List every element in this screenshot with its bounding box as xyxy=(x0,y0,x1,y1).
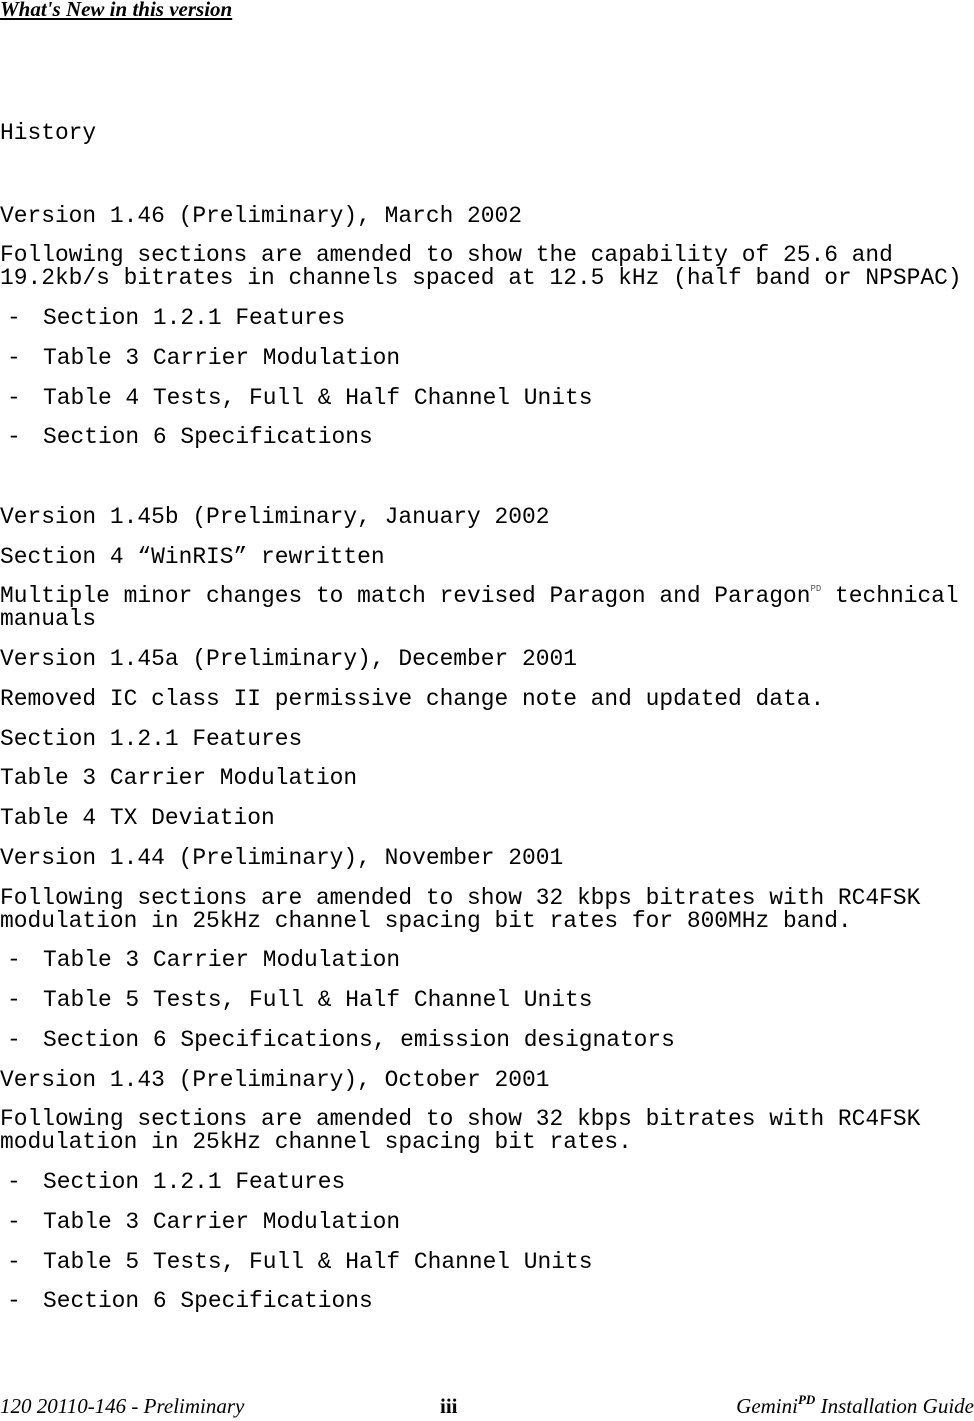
footer-guide-text: Installation Guide xyxy=(815,1394,974,1418)
version-note: Table 4 TX Deviation xyxy=(0,805,275,831)
list-item xyxy=(0,347,400,370)
list-item-text: Table 5 Tests, Full & Half Channel Units xyxy=(43,1249,593,1275)
version-description-line: Following sections are amended to show the capability of 25.6 and xyxy=(0,242,893,268)
version-description-line: 19.2kb/s bitrates in channels spaced at 12.5 kHz (half band or NPSPAC) xyxy=(0,265,962,291)
list-item xyxy=(0,1290,373,1313)
page-header-title: What's New in this version xyxy=(0,0,233,21)
list-item xyxy=(0,949,400,972)
list-item-text: Section 1.2.1 Features xyxy=(43,305,346,331)
footer-guide-title xyxy=(736,1393,974,1419)
list-item-text: Section 6 Specifications xyxy=(43,1288,373,1314)
bullet-dash: - xyxy=(7,424,21,450)
version-description-line: modulation in 25kHz channel spacing bit rates. xyxy=(0,1129,632,1155)
footer-superscript-pd: PD xyxy=(797,1392,816,1407)
bullet-dash: - xyxy=(7,987,21,1013)
superscript-pd: PD xyxy=(810,584,822,594)
version-title: Version 1.46 (Preliminary), March 2002 xyxy=(0,203,522,229)
list-item-text: Table 3 Carrier Modulation xyxy=(43,947,401,973)
bullet-dash: - xyxy=(7,385,21,411)
list-item-text: Table 3 Carrier Modulation xyxy=(43,1209,401,1235)
page-footer xyxy=(0,1393,974,1421)
version-title: Version 1.45a (Preliminary), December 2001 xyxy=(0,646,577,672)
list-item-text: Section 6 Specifications xyxy=(43,424,373,450)
list-item xyxy=(0,426,373,449)
footer-document-number: 120 20110-146 - Preliminary xyxy=(0,1394,245,1418)
version-description-line: Following sections are amended to show 32 kbps bitrates with RC4FSK xyxy=(0,1106,921,1132)
version-note: Table 3 Carrier Modulation xyxy=(0,765,358,791)
version-note xyxy=(0,585,959,608)
list-item-text: Table 5 Tests, Full & Half Channel Units xyxy=(43,987,593,1013)
version-title: Version 1.44 (Preliminary), November 2001 xyxy=(0,845,564,871)
version-title: Version 1.43 (Preliminary), October 2001 xyxy=(0,1067,550,1093)
bullet-dash: - xyxy=(7,1288,21,1314)
list-item xyxy=(0,1251,592,1274)
history-heading: History xyxy=(0,120,97,146)
version-note: Section 1.2.1 Features xyxy=(0,726,303,752)
list-item xyxy=(0,1029,675,1052)
version-description-line: Following sections are amended to show 32 kbps bitrates with RC4FSK xyxy=(0,885,921,911)
footer-product-name: Gemini xyxy=(736,1394,798,1418)
footer-page-number: iii xyxy=(440,1394,458,1418)
bullet-dash: - xyxy=(7,1209,21,1235)
version-note: Section 4 “WinRIS” rewritten xyxy=(0,544,385,570)
version-note-text: technical xyxy=(821,583,959,609)
list-item-text: Section 6 Specifications, emission designators xyxy=(43,1027,675,1053)
list-item xyxy=(0,1211,400,1234)
list-item-text: Table 4 Tests, Full & Half Channel Units xyxy=(43,385,593,411)
version-description-line: modulation in 25kHz channel spacing bit rates for 800MHz band. xyxy=(0,908,852,934)
list-item xyxy=(0,989,592,1012)
list-item-text: Section 1.2.1 Features xyxy=(43,1169,346,1195)
bullet-dash: - xyxy=(7,305,21,331)
list-item xyxy=(0,1171,345,1194)
bullet-dash: - xyxy=(7,1027,21,1053)
bullet-dash: - xyxy=(7,1249,21,1275)
version-note: Removed IC class II permissive change note and updated data. xyxy=(0,686,825,712)
list-item xyxy=(0,307,345,330)
bullet-dash: - xyxy=(7,1169,21,1195)
list-item xyxy=(0,387,592,410)
version-note: manuals xyxy=(0,606,97,632)
list-item-text: Table 3 Carrier Modulation xyxy=(43,345,401,371)
version-title: Version 1.45b (Preliminary, January 2002 xyxy=(0,504,550,530)
version-note-text: Multiple minor changes to match revised Paragon and Paragon xyxy=(0,583,811,609)
bullet-dash: - xyxy=(7,947,21,973)
bullet-dash: - xyxy=(7,345,21,371)
